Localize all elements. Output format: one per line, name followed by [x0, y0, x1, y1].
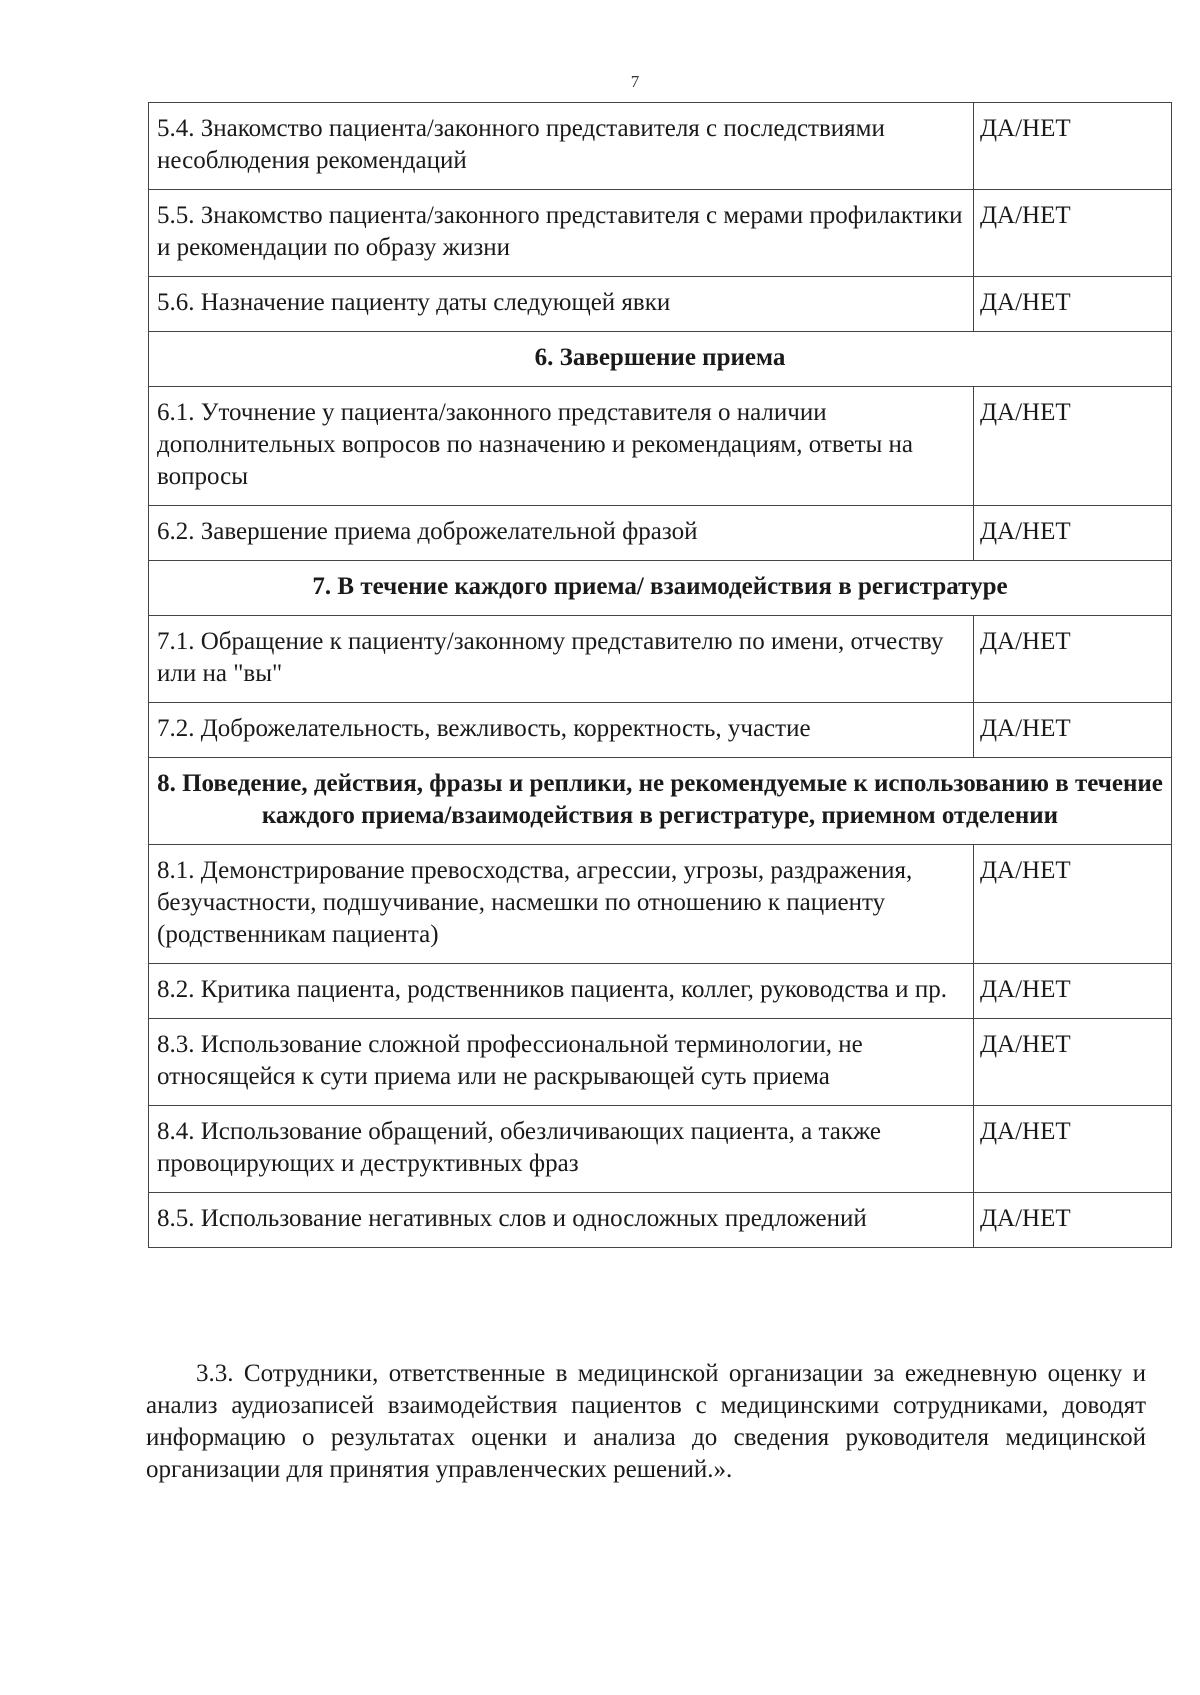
answer-cell: ДА/НЕТ: [974, 1193, 1172, 1248]
answer-cell: ДА/НЕТ: [974, 616, 1172, 703]
item-text: 5.4. Знакомство пациента/законного представителя с последствиями несоблюдения рекомендаций: [149, 103, 974, 190]
item-text: 6.2. Завершение приема доброжелательной фразой: [149, 506, 974, 561]
item-text: 6.1. Уточнение у пациента/законного представителя о наличии дополнительных вопросов по назначению и рекомендациям, ответы на вопросы: [149, 387, 974, 506]
item-text: 5.5. Знакомство пациента/законного представителя с мерами профилактики и рекомендации по образу жизни: [149, 190, 974, 277]
answer-cell: ДА/НЕТ: [974, 387, 1172, 506]
section-heading: 6. Завершение приема: [149, 332, 1172, 387]
answer-cell: ДА/НЕТ: [974, 506, 1172, 561]
item-text: 8.3. Использование сложной профессиональной терминологии, не относящейся к сути приема или не раскрывающей суть приема: [149, 1019, 974, 1106]
item-text: 7.1. Обращение к пациенту/законному представителю по имени, отчеству или на "вы": [149, 616, 974, 703]
section-heading: 8. Поведение, действия, фразы и реплики, не рекомендуемые к использованию в течение каждого приема/взаимодействия в регистратуре, приемном отделении: [149, 758, 1172, 845]
answer-cell: ДА/НЕТ: [974, 1106, 1172, 1193]
answer-cell: ДА/НЕТ: [974, 103, 1172, 190]
checklist-table: [148, 102, 1172, 1248]
section-heading: 7. В течение каждого приема/ взаимодействия в регистратуре: [149, 561, 1172, 616]
section-row: [149, 561, 1172, 616]
answer-cell: ДА/НЕТ: [974, 703, 1172, 758]
table-row: [149, 1106, 1172, 1193]
table-row: [149, 964, 1172, 1019]
body-paragraph: 3.3. Сотрудники, ответственные в медицинской организации за ежедневную оценку и анализ аудиозаписей взаимодействия пациентов с медицинскими сотрудниками, доводят информацию о результатах оценки и анализа до сведения руководителя медицинской организации для принятия управленческих решений.».: [146, 1360, 1146, 1483]
item-text: 5.6. Назначение пациенту даты следующей явки: [149, 277, 974, 332]
table-row: [149, 616, 1172, 703]
item-text: 8.1. Демонстрирование превосходства, агрессии, угрозы, раздражения, безучастности, подшучивание, насмешки по отношению к пациенту (родственникам пациента): [149, 845, 974, 964]
item-text: 7.2. Доброжелательность, вежливость, корректность, участие: [149, 703, 974, 758]
table-row: [149, 387, 1172, 506]
answer-cell: ДА/НЕТ: [974, 845, 1172, 964]
table-row: [149, 103, 1172, 190]
table-row: [149, 703, 1172, 758]
item-text: 8.2. Критика пациента, родственников пациента, коллег, руководства и пр.: [149, 964, 974, 1019]
table-row: [149, 190, 1172, 277]
table-row: [149, 1019, 1172, 1106]
table-row: [149, 845, 1172, 964]
answer-cell: ДА/НЕТ: [974, 277, 1172, 332]
section-row: [149, 332, 1172, 387]
item-text: 8.4. Использование обращений, обезличивающих пациента, а также провоцирующих и деструктивных фраз: [149, 1106, 974, 1193]
table-row: [149, 506, 1172, 561]
answer-cell: ДА/НЕТ: [974, 964, 1172, 1019]
table-row: [149, 277, 1172, 332]
answer-cell: ДА/НЕТ: [974, 190, 1172, 277]
page-number: 7: [630, 72, 640, 91]
answer-cell: ДА/НЕТ: [974, 1019, 1172, 1106]
table-row: [149, 1193, 1172, 1248]
section-row: [149, 758, 1172, 845]
item-text: 8.5. Использование негативных слов и односложных предложений: [149, 1193, 974, 1248]
